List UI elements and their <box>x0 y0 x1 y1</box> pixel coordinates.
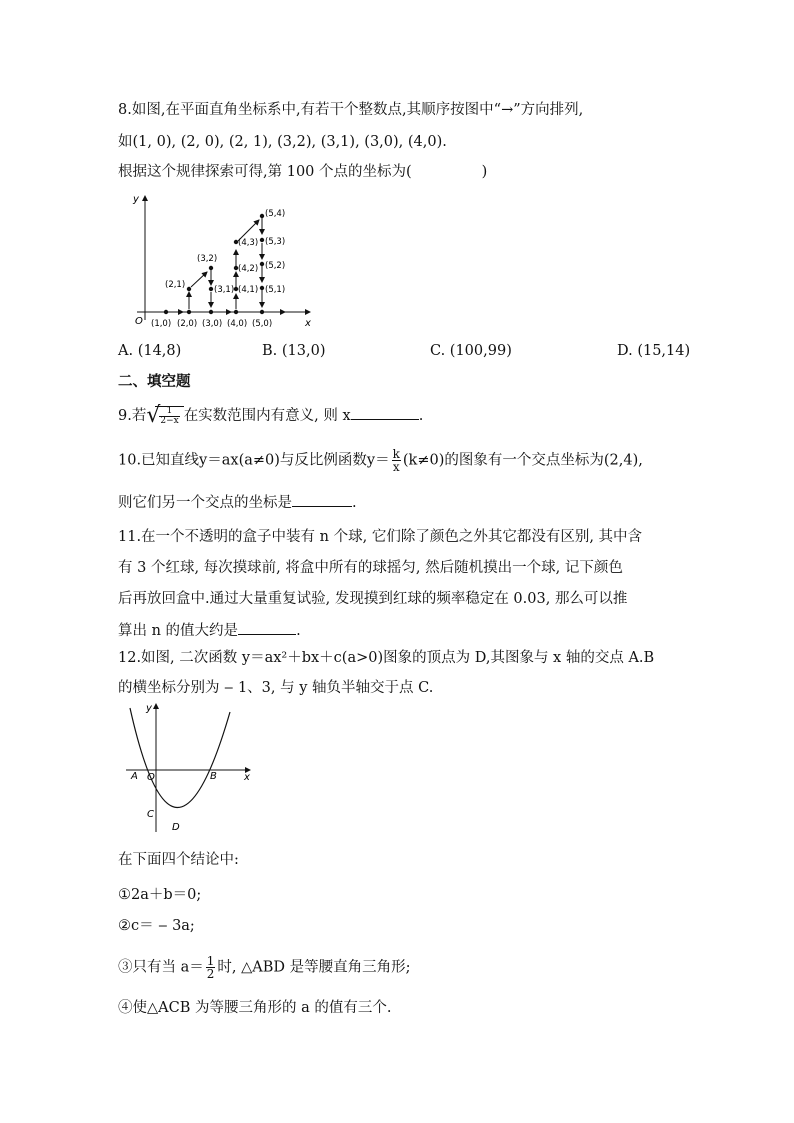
q8-point-label: (5,4) <box>265 209 286 219</box>
q12-label-x: x <box>244 772 250 783</box>
q8-point <box>260 310 264 314</box>
q8-point-label: (4,2) <box>238 264 259 274</box>
q10-line2 <box>118 492 357 513</box>
q8-point <box>260 214 264 218</box>
q12-c1: ①2a＋b＝0; <box>118 887 202 903</box>
q10-end: . <box>352 495 357 511</box>
q8-axis-x-label: x <box>305 318 311 329</box>
q8-option-b: B. (13,0) <box>262 343 326 359</box>
q8-point-label: (3,2) <box>197 254 218 264</box>
section-heading: 二、填空题 <box>118 374 191 390</box>
q12-c4: ④使△ACB 为等腰三角形的 a 的值有三个. <box>118 1000 392 1016</box>
q10-line1 <box>118 448 643 473</box>
q11-answer-blank <box>238 620 296 635</box>
q8-point-label: (2,1) <box>165 280 186 290</box>
q10-answer-blank <box>292 492 352 507</box>
q8-point-label: (1,0) <box>151 319 172 329</box>
q8-option-a: A. (14,8) <box>118 343 182 359</box>
q8-point <box>234 310 238 314</box>
q8-point <box>260 238 264 242</box>
q8-point-label: (5,1) <box>265 285 286 295</box>
q8-point <box>209 310 213 314</box>
q8-point <box>187 287 191 291</box>
q8-point-label: (2,0) <box>177 319 198 329</box>
q8-line2: 如(1, 0), (2, 0), (2, 1), (3,2), (3,1), (3,0), (4,0). <box>118 134 447 150</box>
q10-pre: 10.已知直线y＝ax(a≠0)与反比例函数y＝ <box>118 452 390 469</box>
q12-c3-den: 2 <box>206 967 215 981</box>
q11-line4-text: 算出 n 的值大约是 <box>118 623 239 639</box>
q8-point <box>164 310 168 314</box>
q12-line2: 的横坐标分别为 ‒ 1、3, 与 y 轴负半轴交于点 C. <box>118 680 434 696</box>
q8-line3 <box>118 162 487 182</box>
q12-label-c: C <box>147 809 154 820</box>
q10-post: (k≠0)的图象有一个交点坐标为(2,4), <box>402 452 643 469</box>
sqrt-icon: √ <box>146 402 161 428</box>
q8-axis-y-label: y <box>133 194 139 205</box>
q8-point-label: (4,1) <box>238 285 259 295</box>
q8-figure <box>125 188 325 333</box>
q8-point-label: (4,3) <box>238 238 259 248</box>
q11-end: . <box>296 623 301 639</box>
q8-point-label: (4,0) <box>227 319 248 329</box>
q9-answer-blank <box>351 405 419 420</box>
q8-line1: 8.如图,在平面直角坐标系中,有若干个整数点,其顺序按图中“→”方向排列, <box>118 102 584 118</box>
q8-line3-pre: 根据这个规律探索可得,第 100 个点的坐标为( <box>118 164 412 180</box>
q9-post: 在实数范围内有意义, 则 x <box>183 408 351 424</box>
q9-sqrt <box>146 402 183 428</box>
q8-point <box>209 287 213 291</box>
q8-point-label: (5,0) <box>252 319 273 329</box>
q8-point-label: (5,2) <box>265 261 286 271</box>
q12-c2: ②c＝ ‒ 3a; <box>118 918 195 934</box>
q12-c3-post: 时, △ABD 是等腰直角三角形; <box>217 959 411 976</box>
q10-den: x <box>392 460 400 474</box>
q12-c3-num: 1 <box>206 954 215 968</box>
q8-point-label: (3,0) <box>202 319 223 329</box>
q12-figure <box>122 700 262 835</box>
q12-label-d: D <box>172 822 180 833</box>
q12-c3-pre: ③只有当 a＝ <box>118 959 204 976</box>
q12-label-o: O <box>147 772 155 783</box>
q12-line1: 12.如图, 二次函数 y＝ax²＋bx＋c(a>0)图象的顶点为 D,其图象与 x 轴的交点 A.B <box>118 650 655 666</box>
q8-point <box>187 310 191 314</box>
q9-den: 2−x <box>160 416 179 426</box>
q11-line2: 有 3 个红球, 每次摸球前, 将盒中所有的球摇匀, 然后随机摸出一个球, 记下颜色 <box>118 560 623 576</box>
q8-line3-post: ) <box>481 164 488 180</box>
q8-point <box>209 266 213 270</box>
q11-line4 <box>118 620 301 641</box>
q12-label-y: y <box>146 703 152 714</box>
q8-point <box>260 262 264 266</box>
q9 <box>118 402 424 428</box>
q12-label-b: B <box>210 771 217 782</box>
q8-option-c: C. (100,99) <box>430 343 512 359</box>
q10-line2-text: 则它们另一个交点的坐标是 <box>118 495 292 511</box>
q12-intro: 在下面四个结论中: <box>118 852 239 868</box>
q10-num: k <box>392 447 400 461</box>
q8-point <box>260 286 264 290</box>
q8-arrow <box>191 272 207 287</box>
q8-origin-label: O <box>135 316 143 327</box>
q9-pre: 9.若 <box>118 408 147 424</box>
q8-point-label: (5,3) <box>265 237 286 247</box>
q9-num: 1 <box>159 407 179 417</box>
q11-line3: 后再放回盒中.通过大量重复试验, 发现摸到红球的频率稳定在 0.03, 那么可以推 <box>118 591 628 607</box>
q8-option-d: D. (15,14) <box>617 343 691 359</box>
q8-point-label: (3,1) <box>214 285 235 295</box>
q12-parabola <box>130 708 230 808</box>
q12-c3 <box>118 955 411 980</box>
q11-line1: 11.在一个不透明的盒子中装有 n 个球, 它们除了颜色之外其它都没有区别, 其中含 <box>118 529 643 545</box>
q12-label-a: A <box>131 771 138 782</box>
q9-end: . <box>418 408 424 424</box>
